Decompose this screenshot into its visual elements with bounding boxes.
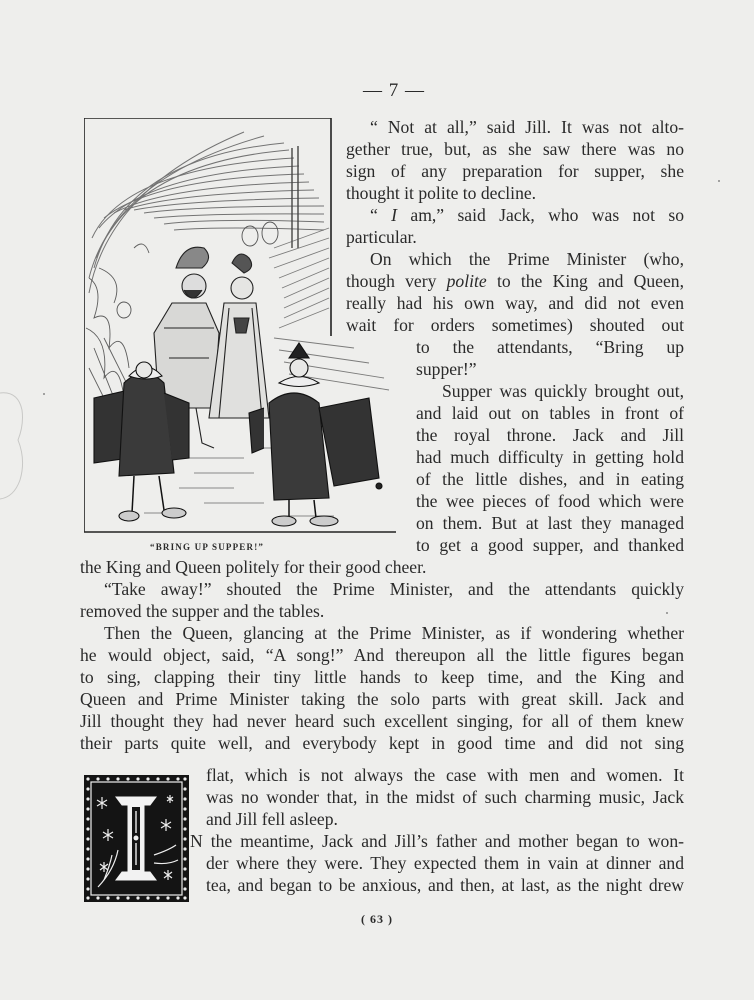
page-bleed-mark — [0, 385, 30, 505]
text-line: had much difficulty in getting hold — [416, 447, 684, 467]
paper-speck — [43, 393, 45, 395]
text-line: he would object, said, “A song!” And thereupon all the little figures began — [80, 645, 684, 665]
text-line — [346, 270, 684, 292]
text-line: Queen and Prime Minister taking the solo parts with great skill. Jack and — [80, 689, 684, 709]
text-line: was no wonder that, in the midst of such charming music, Jack — [206, 787, 684, 807]
text-line: the royal throne. Jack and Jill — [416, 425, 684, 445]
text-line: on them. But at last they managed — [416, 513, 684, 533]
text-line: Supper was quickly brought out, — [442, 381, 684, 401]
italic-word: polite — [446, 271, 487, 291]
text-line: the wee pieces of food which were — [416, 491, 684, 511]
text-line: Jill thought they had never heard such excellent singing, for all of them knew — [80, 711, 684, 731]
text-line: of the little dishes, and in eating — [416, 469, 684, 489]
text-fragment: am,” said Jack, who was not so — [397, 205, 684, 225]
paper-speck — [666, 612, 668, 614]
text-fragment: “ — [370, 205, 392, 225]
drop-cap-letter-i — [84, 775, 189, 902]
text-line: really had his own way, and did not even — [346, 293, 684, 313]
text-line: sign of any preparation for supper, she — [346, 161, 684, 181]
page-number: ( 63 ) — [361, 912, 393, 926]
text-line: N the meantime, Jack and Jill’s father and mother began to won- — [190, 831, 684, 851]
text-fragment: though very — [346, 271, 447, 291]
text-line: gether true, but, as she saw there was no — [346, 139, 684, 159]
text-line: Then the Queen, glancing at the Prime Minister, as if wondering whether — [104, 623, 684, 643]
italic-word: I — [391, 205, 398, 225]
text-line: “Take away!” shouted the Prime Minister, and the attendants quickly — [104, 579, 684, 599]
text-line: removed the supper and the tables. — [80, 601, 325, 621]
text-line: to the attendants, “Bring up — [416, 337, 684, 357]
text-line: wait for orders sometimes) shouted out — [346, 315, 684, 335]
text-line: On which the Prime Minister (who, — [370, 249, 684, 269]
text-line: to sing, clapping their tiny little hands to keep time, and the King and — [80, 667, 684, 687]
text-line: particular. — [346, 227, 417, 247]
chapter-number: — 7 — — [363, 80, 425, 101]
text-line: to get a good supper, and thanked — [416, 535, 684, 555]
text-line — [370, 204, 684, 226]
text-line: “ Not at all,” said Jill. It was not alto- — [370, 117, 684, 137]
text-line: the King and Queen politely for their good cheer. — [80, 557, 427, 577]
text-line: tea, and began to be anxious, and then, at last, as the night drew — [206, 875, 684, 895]
text-line: flat, which is not always the case with men and women. It — [206, 765, 684, 785]
text-fragment: to the King and Queen, — [486, 271, 684, 291]
text-line: and Jill fell asleep. — [206, 809, 338, 829]
illustration-caption: “BRING UP SUPPER!” — [150, 542, 265, 552]
paper-speck — [718, 180, 720, 182]
text-line: thought it polite to decline. — [346, 183, 537, 203]
text-line: their parts quite well, and everybody kept in good time and did not sing — [80, 733, 684, 753]
text-line: and laid out on tables in front of — [416, 403, 684, 423]
text-line: der where they were. They expected them in vain at dinner and — [206, 853, 684, 873]
text-line: supper!” — [416, 359, 477, 379]
